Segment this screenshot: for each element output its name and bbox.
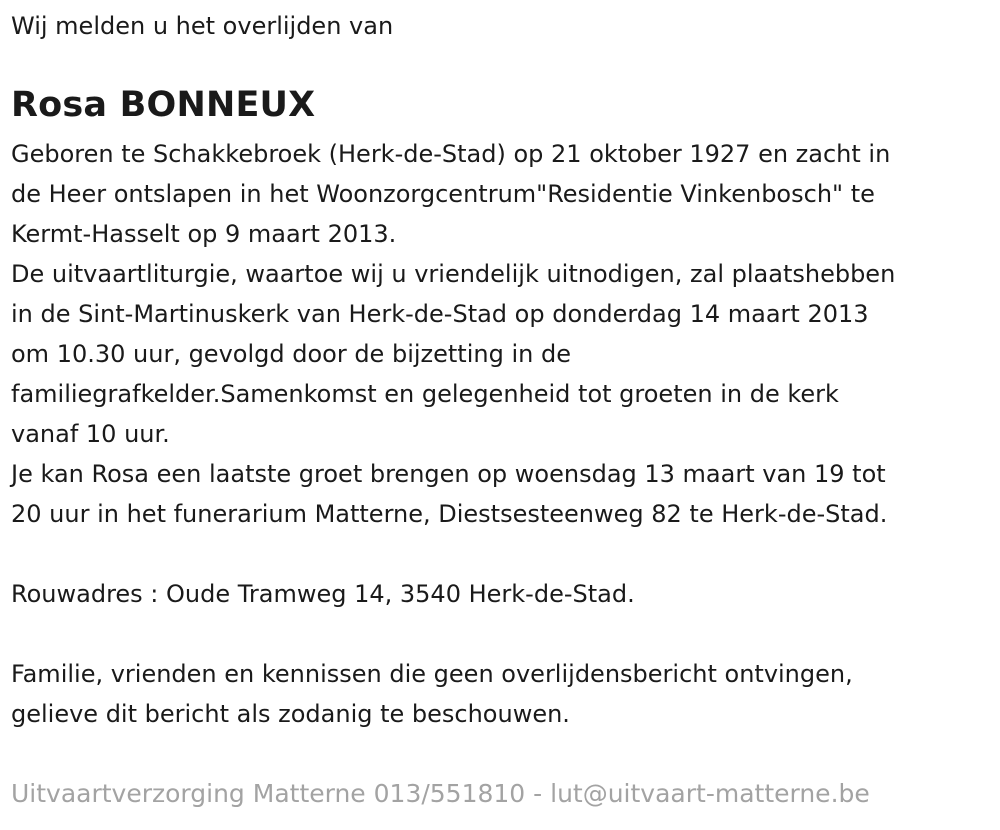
body-line: vanaf 10 uur. [11, 420, 170, 448]
body-line: De uitvaartliturgie, waartoe wij u vriendelijk uitnodigen, zal plaatshebben [11, 260, 896, 288]
body-line: Kermt-Hasselt op 9 maart 2013. [11, 220, 397, 248]
closing-line: gelieve dit bericht als zodanig te beschouwen. [11, 700, 570, 728]
spacer [11, 534, 895, 574]
deceased-name: Rosa BONNEUX [11, 85, 316, 125]
funeral-home-footer: Uitvaartverzorging Matterne 013/551810 - lut@uitvaart-matterne.be [11, 779, 870, 808]
notice-body [11, 134, 895, 734]
body-line: om 10.30 uur, gevolgd door de bijzetting in de [11, 340, 571, 368]
body-line: 20 uur in het funerarium Matterne, Diestsesteenweg 82 te Herk-de-Stad. [11, 500, 888, 528]
body-line: familiegrafkelder.Samenkomst en gelegenheid tot groeten in de kerk [11, 380, 839, 408]
spacer [11, 614, 895, 654]
body-line: de Heer ontslapen in het Woonzorgcentrum"Residentie Vinkenbosch" te [11, 180, 875, 208]
closing-line: Familie, vrienden en kennissen die geen overlijdensbericht ontvingen, [11, 660, 853, 688]
body-line: in de Sint-Martinuskerk van Herk-de-Stad op donderdag 14 maart 2013 [11, 300, 869, 328]
body-line: Je kan Rosa een laatste groet brengen op woensdag 13 maart van 19 tot [11, 460, 886, 488]
intro-text: Wij melden u het overlijden van [11, 12, 394, 40]
mourning-address: Rouwadres : Oude Tramweg 14, 3540 Herk-de-Stad. [11, 580, 635, 608]
body-line: Geboren te Schakkebroek (Herk-de-Stad) op 21 oktober 1927 en zacht in [11, 140, 891, 168]
